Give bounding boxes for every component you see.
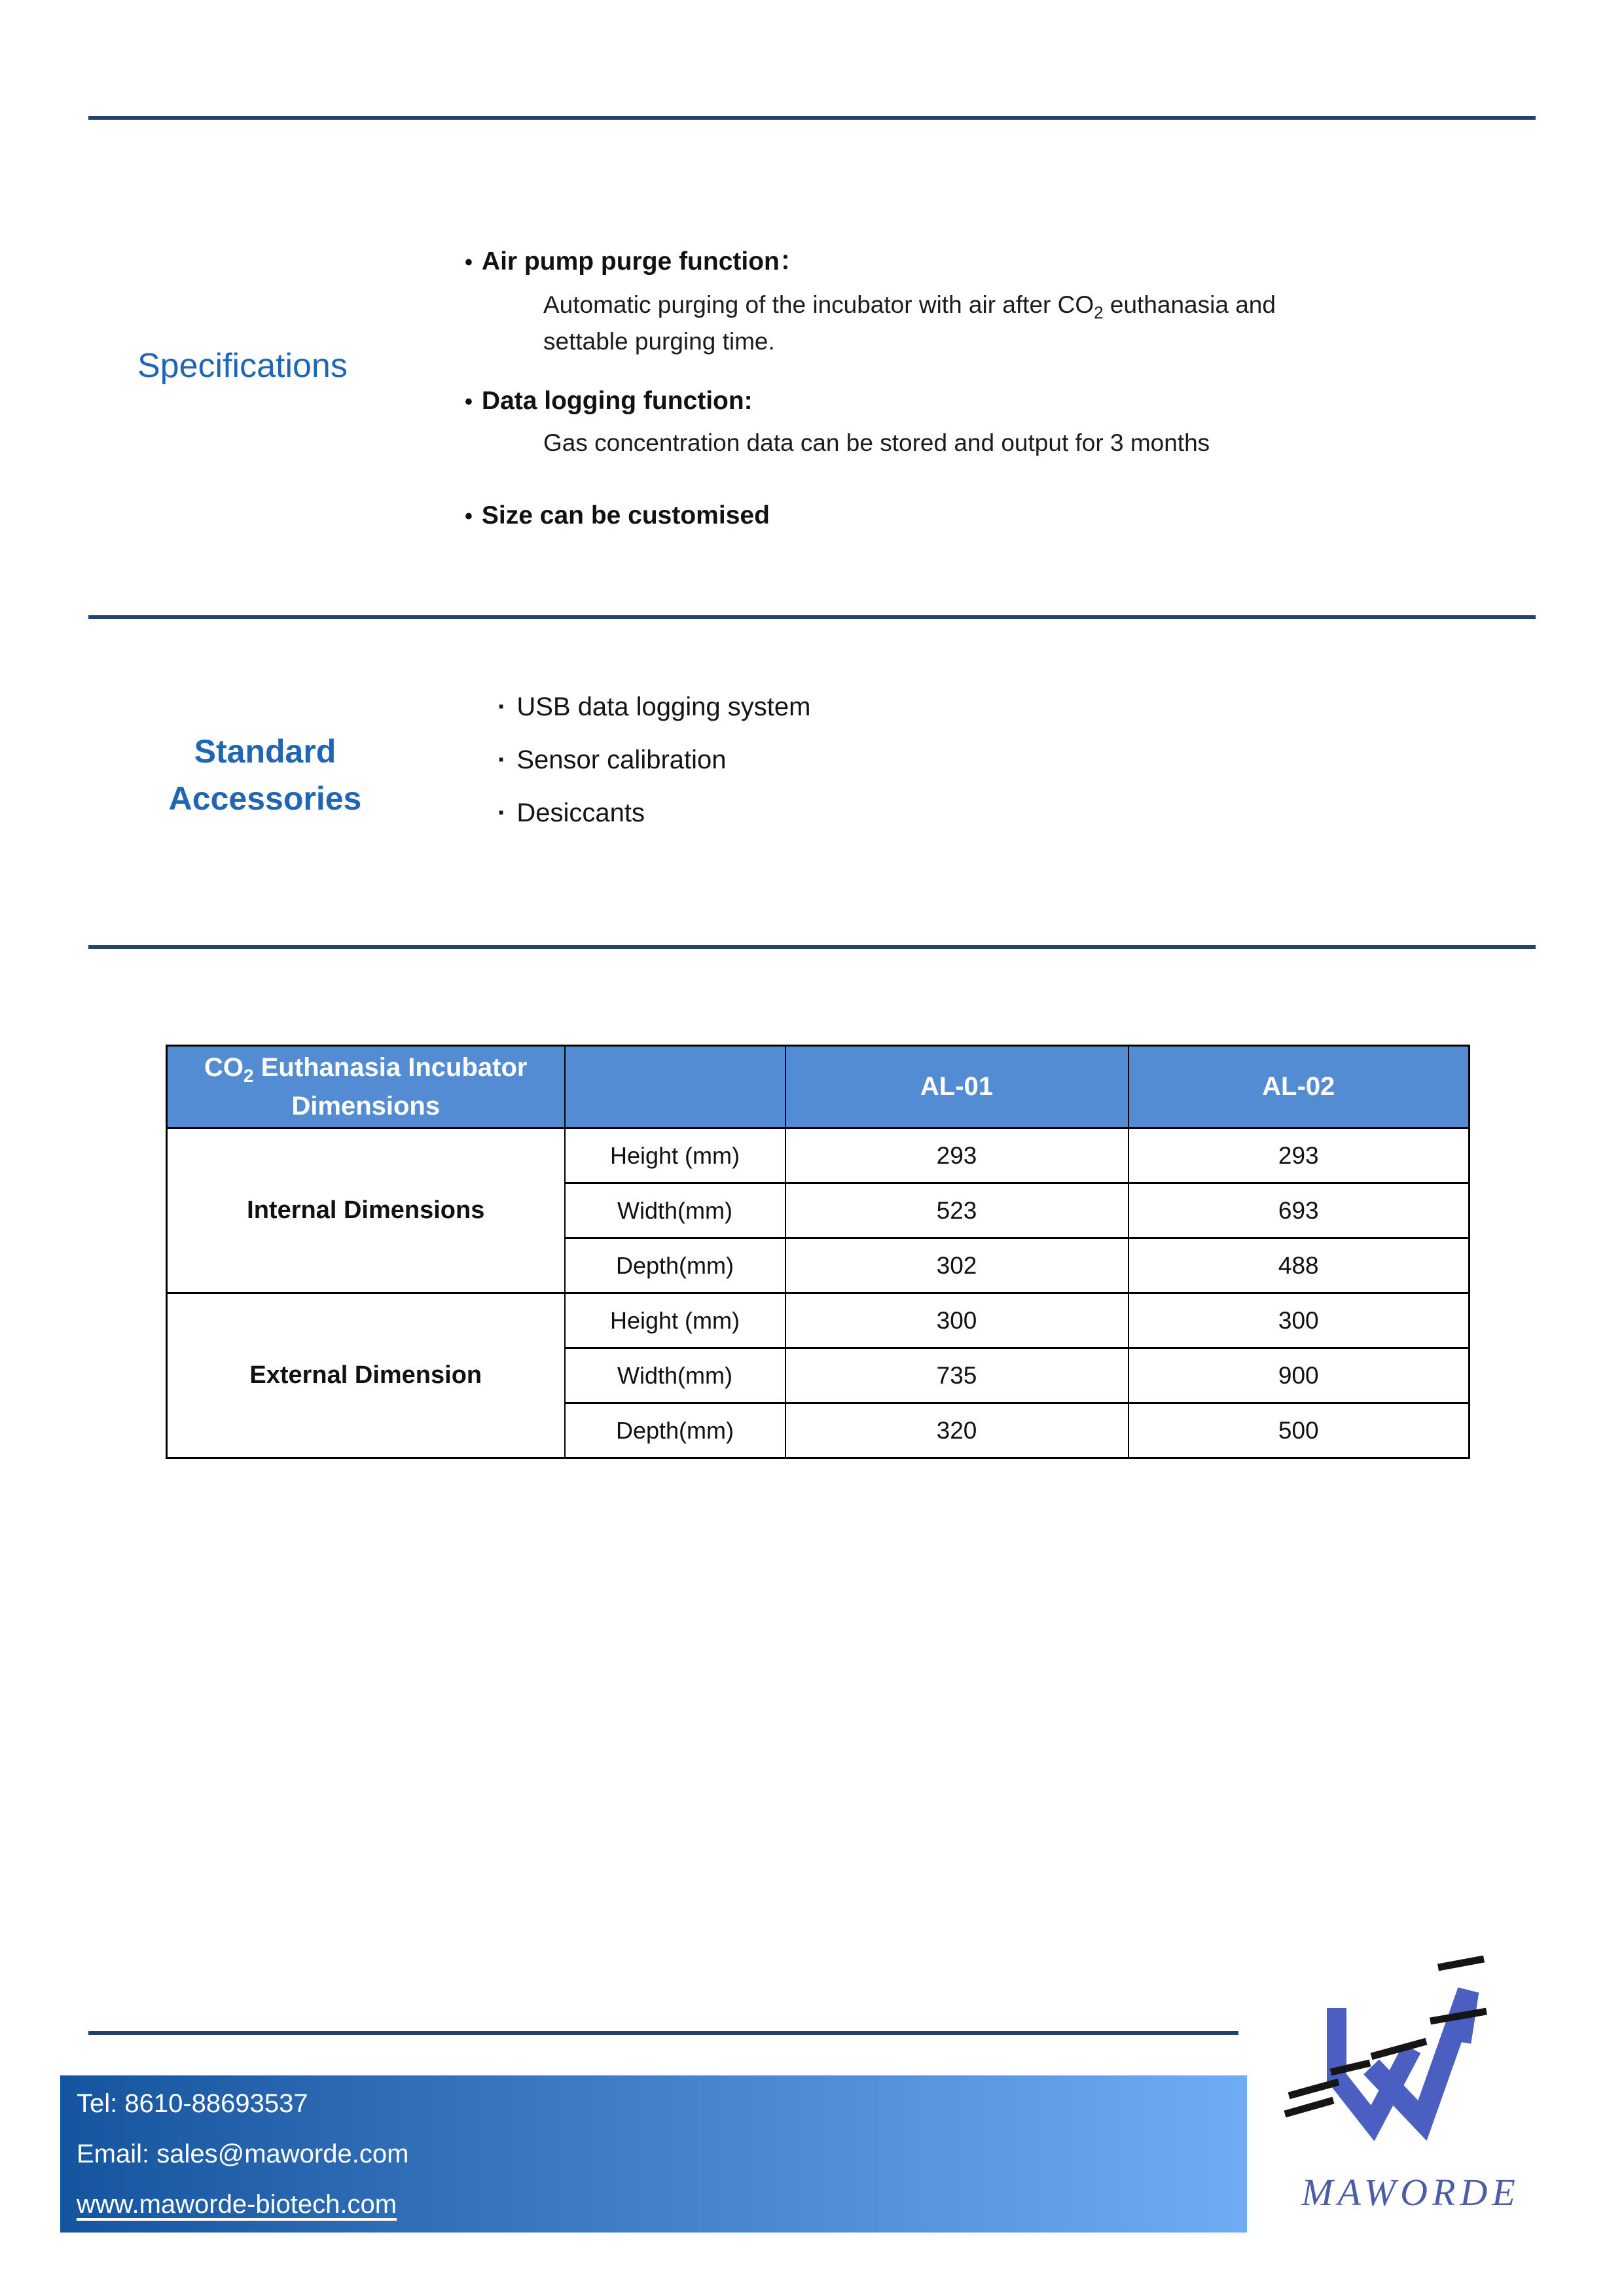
accessory-item: · Desiccants [497,798,645,827]
value-cell: 302 [785,1238,1128,1293]
param-cell: Depth(mm) [565,1238,785,1293]
value-cell: 320 [785,1403,1128,1458]
value-cell: 293 [1128,1128,1470,1183]
accessory-item: · Sensor calibration [497,745,727,774]
spec-bullet-label: Air pump purge function： [481,247,805,276]
value-cell: 735 [785,1348,1128,1403]
section-external-dimension: External Dimension [167,1293,565,1458]
bullet-icon: · [497,798,507,827]
spec-bullet-description: Automatic purging of the incubator with air after $CO_2$ euthanasia and settable purging time. [543,291,1276,355]
value-cell: 300 [785,1293,1128,1348]
spec-bullet-label: Size can be customised [481,501,770,529]
divider [88,945,1536,949]
specifications-title: Specifications [137,347,348,386]
value-cell: 523 [785,1183,1128,1238]
footer-tel: Tel: 8610-88693537 [77,2089,308,2118]
brand-name: MAWORDE [1301,2171,1520,2214]
value-cell: 300 [1128,1293,1470,1348]
maworde-logo-icon [1273,1956,1535,2165]
bullet-icon: • [465,503,473,529]
accessory-item: · USB data logging system [497,692,811,721]
table-header-al01: AL-01 [785,1046,1128,1128]
spec-bullet-description: Gas concentration data can be stored and output for 3 months [543,429,1210,457]
spec-bullet-label: Data logging function: [481,387,753,416]
bullet-icon: • [465,250,473,275]
footer-email: Email: sales@maworde.com [77,2140,409,2168]
table-row [167,1128,1470,1183]
table-header-empty [565,1046,785,1128]
table-row [167,1293,1470,1348]
accessories-title: Standard Accessories [168,732,362,817]
param-cell: Width(mm) [565,1348,785,1403]
table-header-al02: AL-02 [1128,1046,1470,1128]
value-cell: 488 [1128,1238,1470,1293]
table-header-dimensions: $CO_2$ Euthanasia Incubator Dimensions [167,1046,565,1128]
param-cell: Depth(mm) [565,1403,785,1458]
bullet-icon: • [465,389,473,415]
bullet-icon: · [497,692,507,721]
param-cell: Height (mm) [565,1128,785,1183]
bullet-icon: · [497,745,507,774]
param-cell: Height (mm) [565,1293,785,1348]
accessories-list [497,692,810,852]
footer-contact-bar [60,2075,1247,2233]
footer-website-link[interactable]: www.maworde-biotech.com [77,2190,397,2219]
table-header-row [167,1046,1470,1128]
value-cell: 900 [1128,1348,1470,1403]
value-cell: 693 [1128,1183,1470,1238]
spec-bullet-size [465,501,1355,530]
value-cell: 500 [1128,1403,1470,1458]
param-cell: Width(mm) [565,1183,785,1238]
divider [88,615,1536,619]
footer-divider [88,2031,1238,2035]
top-divider [88,116,1536,120]
spec-bullet-data-logging [465,387,1355,463]
value-cell: 293 [785,1128,1128,1183]
spec-bullet-air-pump [465,241,1355,358]
company-logo [1267,1956,1555,2231]
specifications-list [465,241,1355,530]
dimensions-table [166,1045,1470,1459]
section-internal-dimensions: Internal Dimensions [167,1128,565,1293]
